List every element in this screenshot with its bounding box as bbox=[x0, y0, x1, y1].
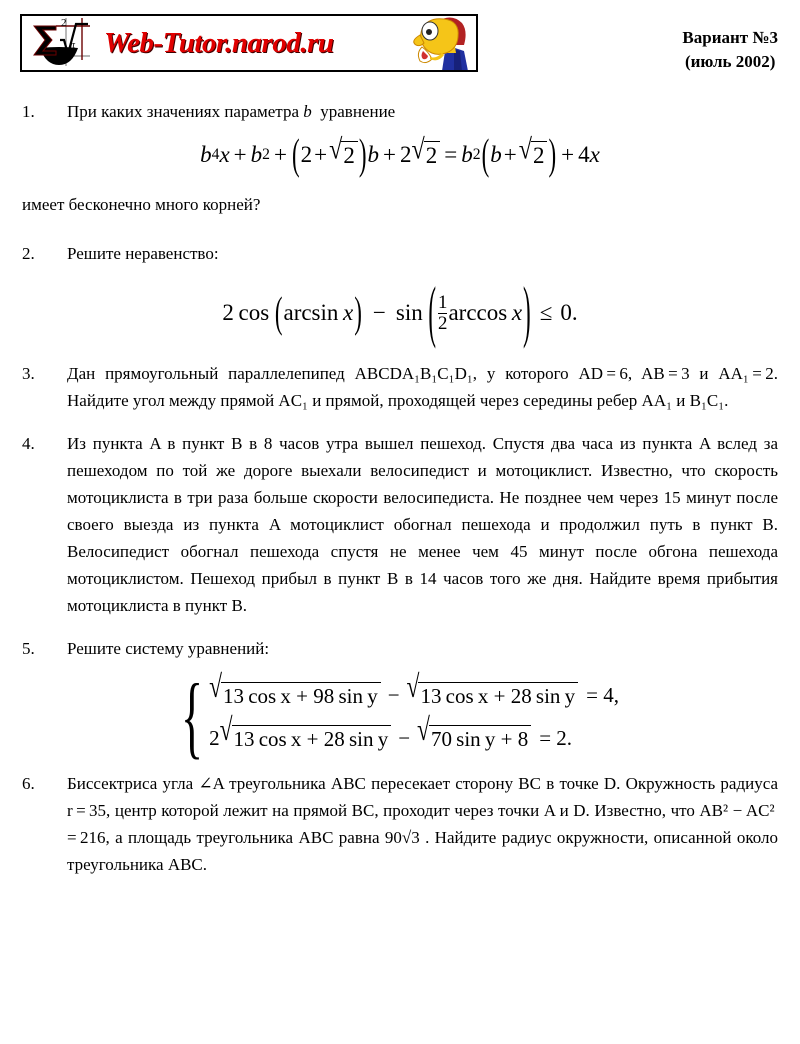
problem-6-number: 6. bbox=[22, 773, 35, 793]
f5-radical-sign-1a: √ bbox=[209, 669, 223, 705]
problem-4-body: Из пункта A в пункт B в 8 часов утра вышел пешеход. Спустя два часа из пункта A вслед за пешеходом по той же дороге выехали велосипедист и мотоциклист. Известно, что скорость мотоциклиста в три раза больше скорости велосипедиста. Не позднее чем через 15 минут после своего выезда из пункта A мотоциклист обогнал пешехода и продолжил путь в пункт B. Велосипедист обогнал пешехода спустя не менее чем 45 минут после обгона пешехода мотоциклистом. Пешеход прибыл в пункт B в 14 часов того же дня. Найдите время прибытия мотоциклиста в пункт B. bbox=[67, 433, 778, 615]
problem-5-formula bbox=[22, 664, 778, 767]
f1-equals: = bbox=[444, 142, 458, 167]
f2-paren2-close: ) bbox=[523, 274, 531, 350]
f1-two-b: 2 bbox=[400, 142, 412, 167]
f5-radical-sign-2a: √ bbox=[219, 712, 233, 748]
cartoon-face-icon bbox=[402, 15, 474, 71]
f1-paren-open: ( bbox=[291, 130, 300, 178]
f5-radicand-2b: 70 sin y + 8 bbox=[429, 725, 531, 752]
problem-1 bbox=[22, 98, 778, 125]
f5-sqrt-2a bbox=[219, 712, 392, 752]
f1-radicand-b: 2 bbox=[424, 141, 441, 169]
problem-3-body: Дан прямоугольный параллелепипед ABCDA₁B₁C₁D₁, у которого AD = 6, AB = 3 и AA₁ = 2. Найдите угол между прямой AC₁ и прямой, проходящей через середины ребер AA₁ и B₁C₁. bbox=[67, 363, 778, 410]
f5-radicand-2a: 13 cos x + 28 sin y bbox=[232, 725, 392, 752]
f1-x1: x bbox=[219, 142, 230, 167]
problem-1-body bbox=[67, 98, 778, 125]
f5-minus-1: − bbox=[387, 682, 400, 707]
f2-arccos: arccos bbox=[448, 300, 508, 326]
f1-paren2-close: ) bbox=[548, 130, 557, 178]
f1-radical-sign-c: √ bbox=[518, 133, 532, 166]
f1-b1: b bbox=[200, 142, 212, 167]
variant-number: Вариант №3 bbox=[682, 28, 778, 47]
f1-b3: b bbox=[367, 142, 380, 167]
problem-4-number: 4. bbox=[22, 433, 35, 453]
system-equation-2 bbox=[209, 712, 619, 752]
problem-2-formula bbox=[22, 274, 778, 350]
problem-1-tail-row bbox=[22, 191, 778, 218]
problem-1-formula bbox=[22, 130, 778, 178]
problem-4 bbox=[22, 430, 778, 619]
f2-cos: cos bbox=[238, 300, 270, 326]
f2-arcsin: arcsin bbox=[283, 300, 339, 326]
f5-radicand-1a: 13 cos x + 98 sin y bbox=[221, 682, 381, 709]
problem-5-body: Решите систему уравнений: bbox=[67, 638, 270, 658]
f1-radicand-c: 2 bbox=[531, 141, 548, 169]
f2-zero: 0. bbox=[560, 300, 578, 326]
web-tutor-logo-icon bbox=[26, 16, 92, 70]
system-brace: { bbox=[181, 664, 204, 767]
f1-paren-close: ) bbox=[358, 130, 367, 178]
f1-two-a: 2 bbox=[300, 142, 313, 167]
problem-3-number: 3. bbox=[22, 363, 35, 383]
f1-four: 4 bbox=[578, 142, 590, 167]
f2-sin: sin bbox=[395, 300, 423, 326]
f2-fraction bbox=[438, 293, 447, 334]
svg-text:2: 2 bbox=[61, 17, 67, 29]
problem-3 bbox=[22, 360, 778, 414]
problem-1-text-after: уравнение bbox=[320, 102, 396, 121]
problem-2-body: Решите неравенство: bbox=[67, 244, 219, 263]
f1-sqrt-a bbox=[329, 133, 358, 169]
f5-rhs-1: = 4, bbox=[586, 682, 619, 707]
svg-text:π: π bbox=[70, 40, 76, 51]
f1-plus2: + bbox=[273, 142, 287, 167]
f1-b5: b bbox=[490, 142, 502, 167]
f1-plus4: + bbox=[383, 142, 397, 167]
f2-paren-close: ) bbox=[354, 288, 362, 337]
f1-exp4: 4 bbox=[211, 146, 220, 163]
f5-minus-2: − bbox=[398, 725, 411, 750]
f1-exp2a: 2 bbox=[262, 146, 270, 163]
f5-radical-sign-1b: √ bbox=[406, 669, 420, 705]
variant-date: (июль 2002) bbox=[684, 52, 776, 71]
problem-1-parameter: b bbox=[303, 102, 312, 121]
f5-radical-sign-2b: √ bbox=[417, 712, 430, 748]
f1-radical-sign-a: √ bbox=[329, 133, 343, 166]
f1-plus1: + bbox=[233, 142, 247, 167]
problem-1-number: 1. bbox=[22, 102, 35, 121]
f2-minus: − bbox=[372, 300, 386, 326]
site-banner bbox=[20, 14, 478, 72]
problem-2-number: 2. bbox=[22, 244, 35, 263]
f2-x1: x bbox=[343, 300, 354, 326]
f1-paren2-open: ( bbox=[481, 130, 490, 178]
problem-list bbox=[0, 98, 800, 878]
f1-plus3: + bbox=[314, 142, 328, 167]
problem-1-text-before: При каких значениях параметра bbox=[67, 102, 299, 121]
f2-paren-open: ( bbox=[274, 288, 283, 337]
f1-radicand-a: 2 bbox=[341, 141, 358, 169]
f5-radicand-1b: 13 cos x + 28 sin y bbox=[418, 682, 578, 709]
f5-rhs-2: = 2. bbox=[539, 725, 573, 750]
f1-exp2b: 2 bbox=[472, 146, 481, 163]
variant-label bbox=[682, 26, 778, 74]
f1-plus5: + bbox=[503, 142, 517, 167]
f5-coef-2: 2 bbox=[209, 725, 220, 750]
f2-frac-numerator: 1 bbox=[438, 292, 448, 313]
f5-sqrt-1b bbox=[406, 669, 579, 709]
f1-b4: b bbox=[461, 142, 473, 167]
f1-sqrt-b bbox=[411, 133, 441, 169]
f2-coef: 2 bbox=[222, 300, 234, 326]
page-header bbox=[0, 0, 800, 86]
f1-sqrt-c bbox=[518, 133, 548, 169]
banner-title: Web-Tutor.narod.ru bbox=[104, 26, 334, 59]
equation-system bbox=[181, 664, 619, 767]
f1-radical-sign-b: √ bbox=[411, 133, 425, 166]
f2-le: ≤ bbox=[539, 300, 553, 326]
f5-sqrt-1a bbox=[209, 669, 381, 709]
f5-sqrt-2b bbox=[417, 712, 531, 752]
f1-x2: x bbox=[589, 142, 600, 167]
problem-5-number: 5. bbox=[22, 638, 35, 658]
system-equation-1 bbox=[209, 669, 619, 709]
f2-x2: x bbox=[511, 300, 523, 326]
problem-6-body: Биссектриса угла ∠A треугольника ABC пересекает сторону BC в точке D. Окружность радиуса r = 35, центр которой лежит на прямой BC, проходит через точки A и D. Известно, что AB² − AC² = 216, а площадь треугольника ABC равна 90√3 . Найдите радиус окружности, описанной около треугольника ABC. bbox=[67, 773, 778, 874]
f2-paren2-open: ( bbox=[428, 274, 437, 350]
f2-frac-denominator: 2 bbox=[438, 312, 448, 334]
problem-6 bbox=[22, 770, 778, 878]
f1-plus6: + bbox=[561, 142, 575, 167]
problem-2 bbox=[22, 240, 778, 267]
problem-1-tail: имеет бесконечно много корней? bbox=[22, 195, 261, 214]
f1-b2: b bbox=[250, 142, 263, 167]
problem-5 bbox=[22, 635, 778, 662]
